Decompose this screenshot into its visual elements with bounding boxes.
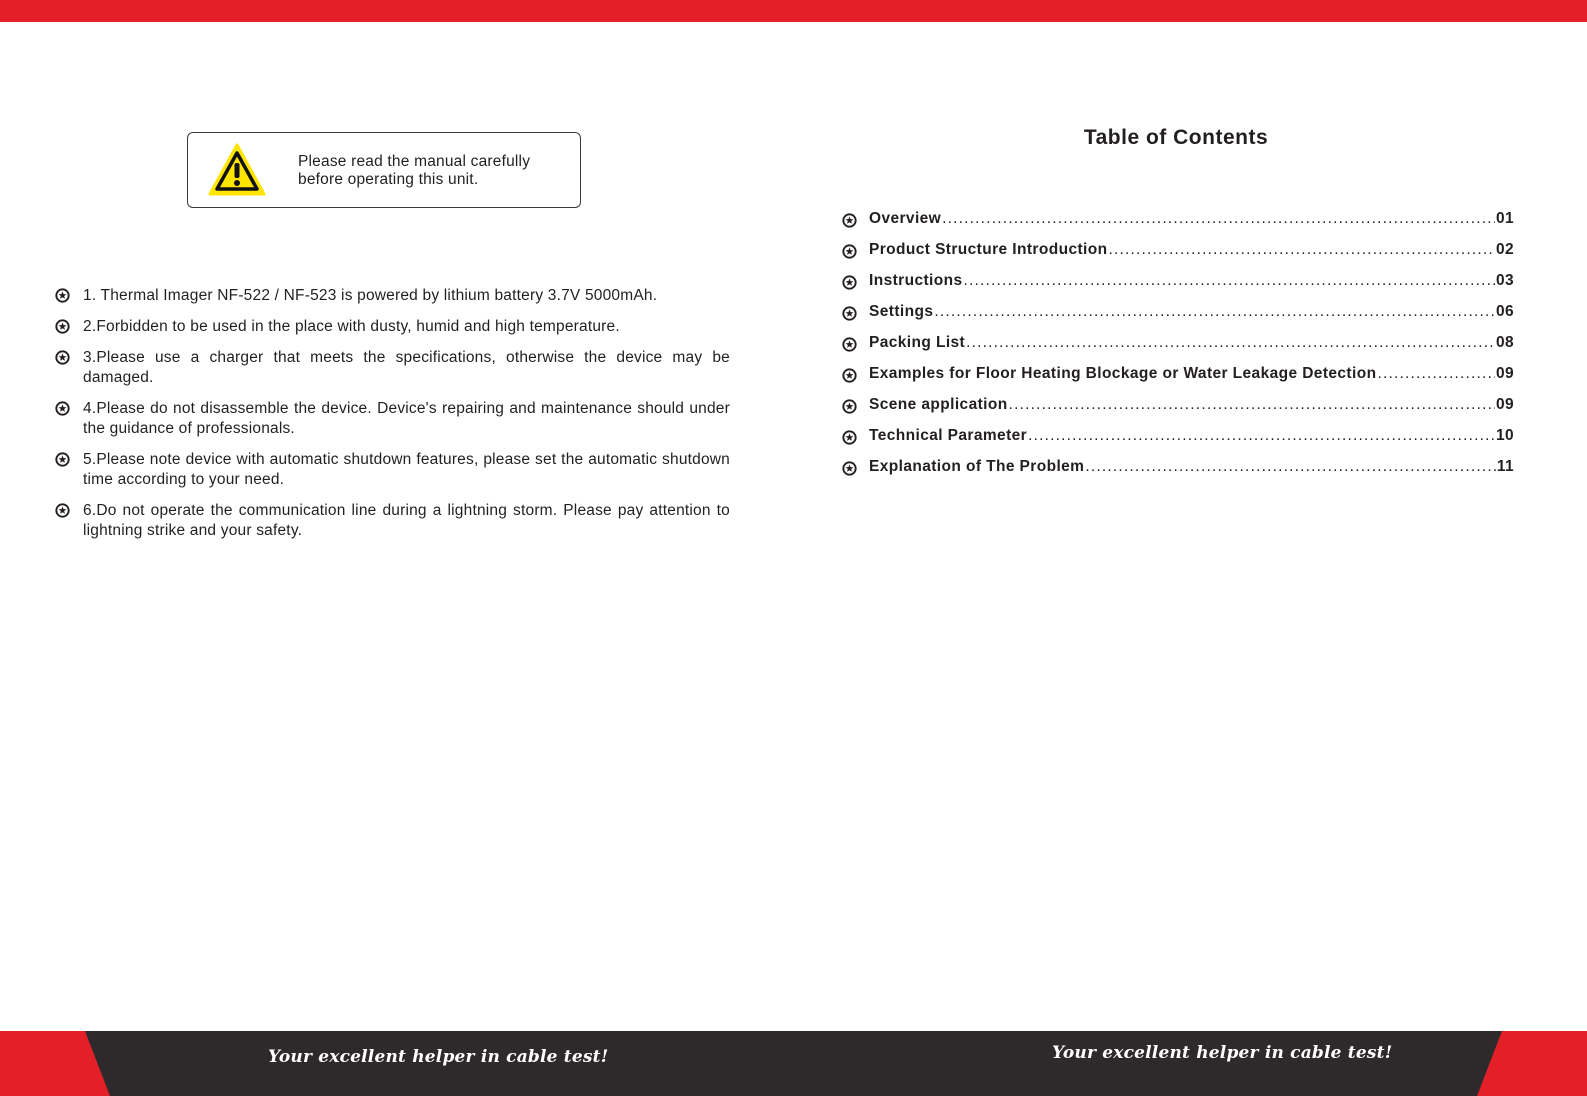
toc-entry-page: 06 bbox=[1495, 303, 1514, 320]
safety-rule bbox=[55, 450, 730, 490]
star-bullet-icon bbox=[842, 399, 857, 414]
star-bullet-icon bbox=[842, 337, 857, 352]
safety-rule-text: 1. Thermal Imager NF-522 / NF-523 is powered by lithium battery 3.7V 5000mAh. bbox=[83, 287, 658, 304]
toc-entry-page: 01 bbox=[1495, 210, 1514, 227]
toc-entry-label: Overview bbox=[869, 210, 942, 227]
star-bullet-icon bbox=[842, 461, 857, 476]
footer-band bbox=[0, 1031, 1587, 1096]
warning-line-1: Please read the manual carefully bbox=[298, 153, 531, 170]
toc-leader-dots bbox=[1377, 365, 1495, 383]
toc-entry[interactable] bbox=[842, 303, 1514, 334]
star-bullet-icon bbox=[842, 213, 857, 228]
safety-rule-text: 3.Please use a charger that meets the specifications, otherwise the device may be damaged. bbox=[83, 349, 730, 386]
warning-line-2: before operating this unit. bbox=[298, 171, 479, 188]
toc-entry[interactable] bbox=[842, 210, 1514, 241]
toc-title: Table of Contents bbox=[1083, 126, 1269, 149]
footer-tagline-right: Your excellent helper in cable test! bbox=[1052, 1043, 1393, 1063]
safety-rules-list bbox=[55, 286, 730, 552]
safety-rule-text: 2.Forbidden to be used in the place with dusty, humid and high temperature. bbox=[83, 318, 620, 335]
footer-graphic bbox=[0, 1031, 1587, 1096]
toc-leader-dots bbox=[964, 272, 1495, 290]
warning-triangle-icon bbox=[208, 143, 266, 197]
star-bullet-icon bbox=[55, 288, 70, 303]
safety-rule bbox=[55, 501, 730, 541]
toc-entry-page: 10 bbox=[1495, 427, 1514, 444]
safety-rule-text: 6.Do not operate the communication line during a lightning storm. Please pay attention to lightning strike and your safety. bbox=[83, 502, 730, 539]
safety-rule bbox=[55, 317, 730, 337]
top-red-bar bbox=[0, 0, 1587, 22]
toc-entry-label: Explanation of The Problem bbox=[869, 458, 1085, 475]
star-bullet-icon bbox=[842, 306, 857, 321]
toc-entry-label: Packing List bbox=[869, 334, 966, 351]
safety-rule bbox=[55, 348, 730, 388]
toc-entry-page: 11 bbox=[1496, 458, 1514, 475]
toc-entry-label: Examples for Floor Heating Blockage or Water Leakage Detection bbox=[869, 365, 1377, 382]
toc-entry-page: 03 bbox=[1495, 272, 1514, 289]
toc-entry[interactable] bbox=[842, 458, 1514, 489]
toc-entry[interactable] bbox=[842, 365, 1514, 396]
star-bullet-icon bbox=[55, 503, 70, 518]
toc-leader-dots bbox=[934, 303, 1495, 321]
safety-rule bbox=[55, 286, 730, 306]
toc-entry[interactable] bbox=[842, 241, 1514, 272]
warning-notice-box bbox=[187, 132, 581, 208]
toc-entry[interactable] bbox=[842, 272, 1514, 303]
safety-rule bbox=[55, 399, 730, 439]
toc-entry-page: 09 bbox=[1495, 365, 1514, 382]
safety-rule-text: 4.Please do not disassemble the device. Device's repairing and maintenance should under the guidance of professionals. bbox=[83, 400, 730, 437]
toc-entry[interactable] bbox=[842, 334, 1514, 365]
toc-leader-dots bbox=[1108, 241, 1494, 259]
star-bullet-icon bbox=[842, 430, 857, 445]
warning-message bbox=[298, 153, 573, 189]
toc-leader-dots bbox=[1028, 427, 1495, 445]
toc-entry-page: 08 bbox=[1495, 334, 1514, 351]
toc-leader-dots bbox=[1085, 458, 1495, 476]
safety-rule-text: 5.Please note device with automatic shutdown features, please set the automatic shutdown time according to your need. bbox=[83, 451, 730, 488]
star-bullet-icon bbox=[55, 319, 70, 334]
toc-entry-page: 09 bbox=[1495, 396, 1514, 413]
toc-entry-label: Technical Parameter bbox=[869, 427, 1028, 444]
toc-leader-dots bbox=[942, 210, 1495, 228]
toc-leader-dots bbox=[966, 334, 1495, 352]
star-bullet-icon bbox=[55, 350, 70, 365]
star-bullet-icon bbox=[55, 401, 70, 416]
toc-entry-label: Instructions bbox=[869, 272, 963, 289]
toc-entry-label: Settings bbox=[869, 303, 934, 320]
star-bullet-icon bbox=[842, 368, 857, 383]
toc-entry[interactable] bbox=[842, 396, 1514, 427]
toc-entry-label: Product Structure Introduction bbox=[869, 241, 1108, 258]
table-of-contents bbox=[842, 210, 1514, 489]
footer-tagline-left: Your excellent helper in cable test! bbox=[268, 1047, 609, 1067]
toc-entry[interactable] bbox=[842, 427, 1514, 458]
toc-leader-dots bbox=[1009, 396, 1495, 414]
toc-entry-page: 02 bbox=[1495, 241, 1514, 258]
star-bullet-icon bbox=[842, 244, 857, 259]
toc-entry-label: Scene application bbox=[869, 396, 1008, 413]
star-bullet-icon bbox=[842, 275, 857, 290]
star-bullet-icon bbox=[55, 452, 70, 467]
